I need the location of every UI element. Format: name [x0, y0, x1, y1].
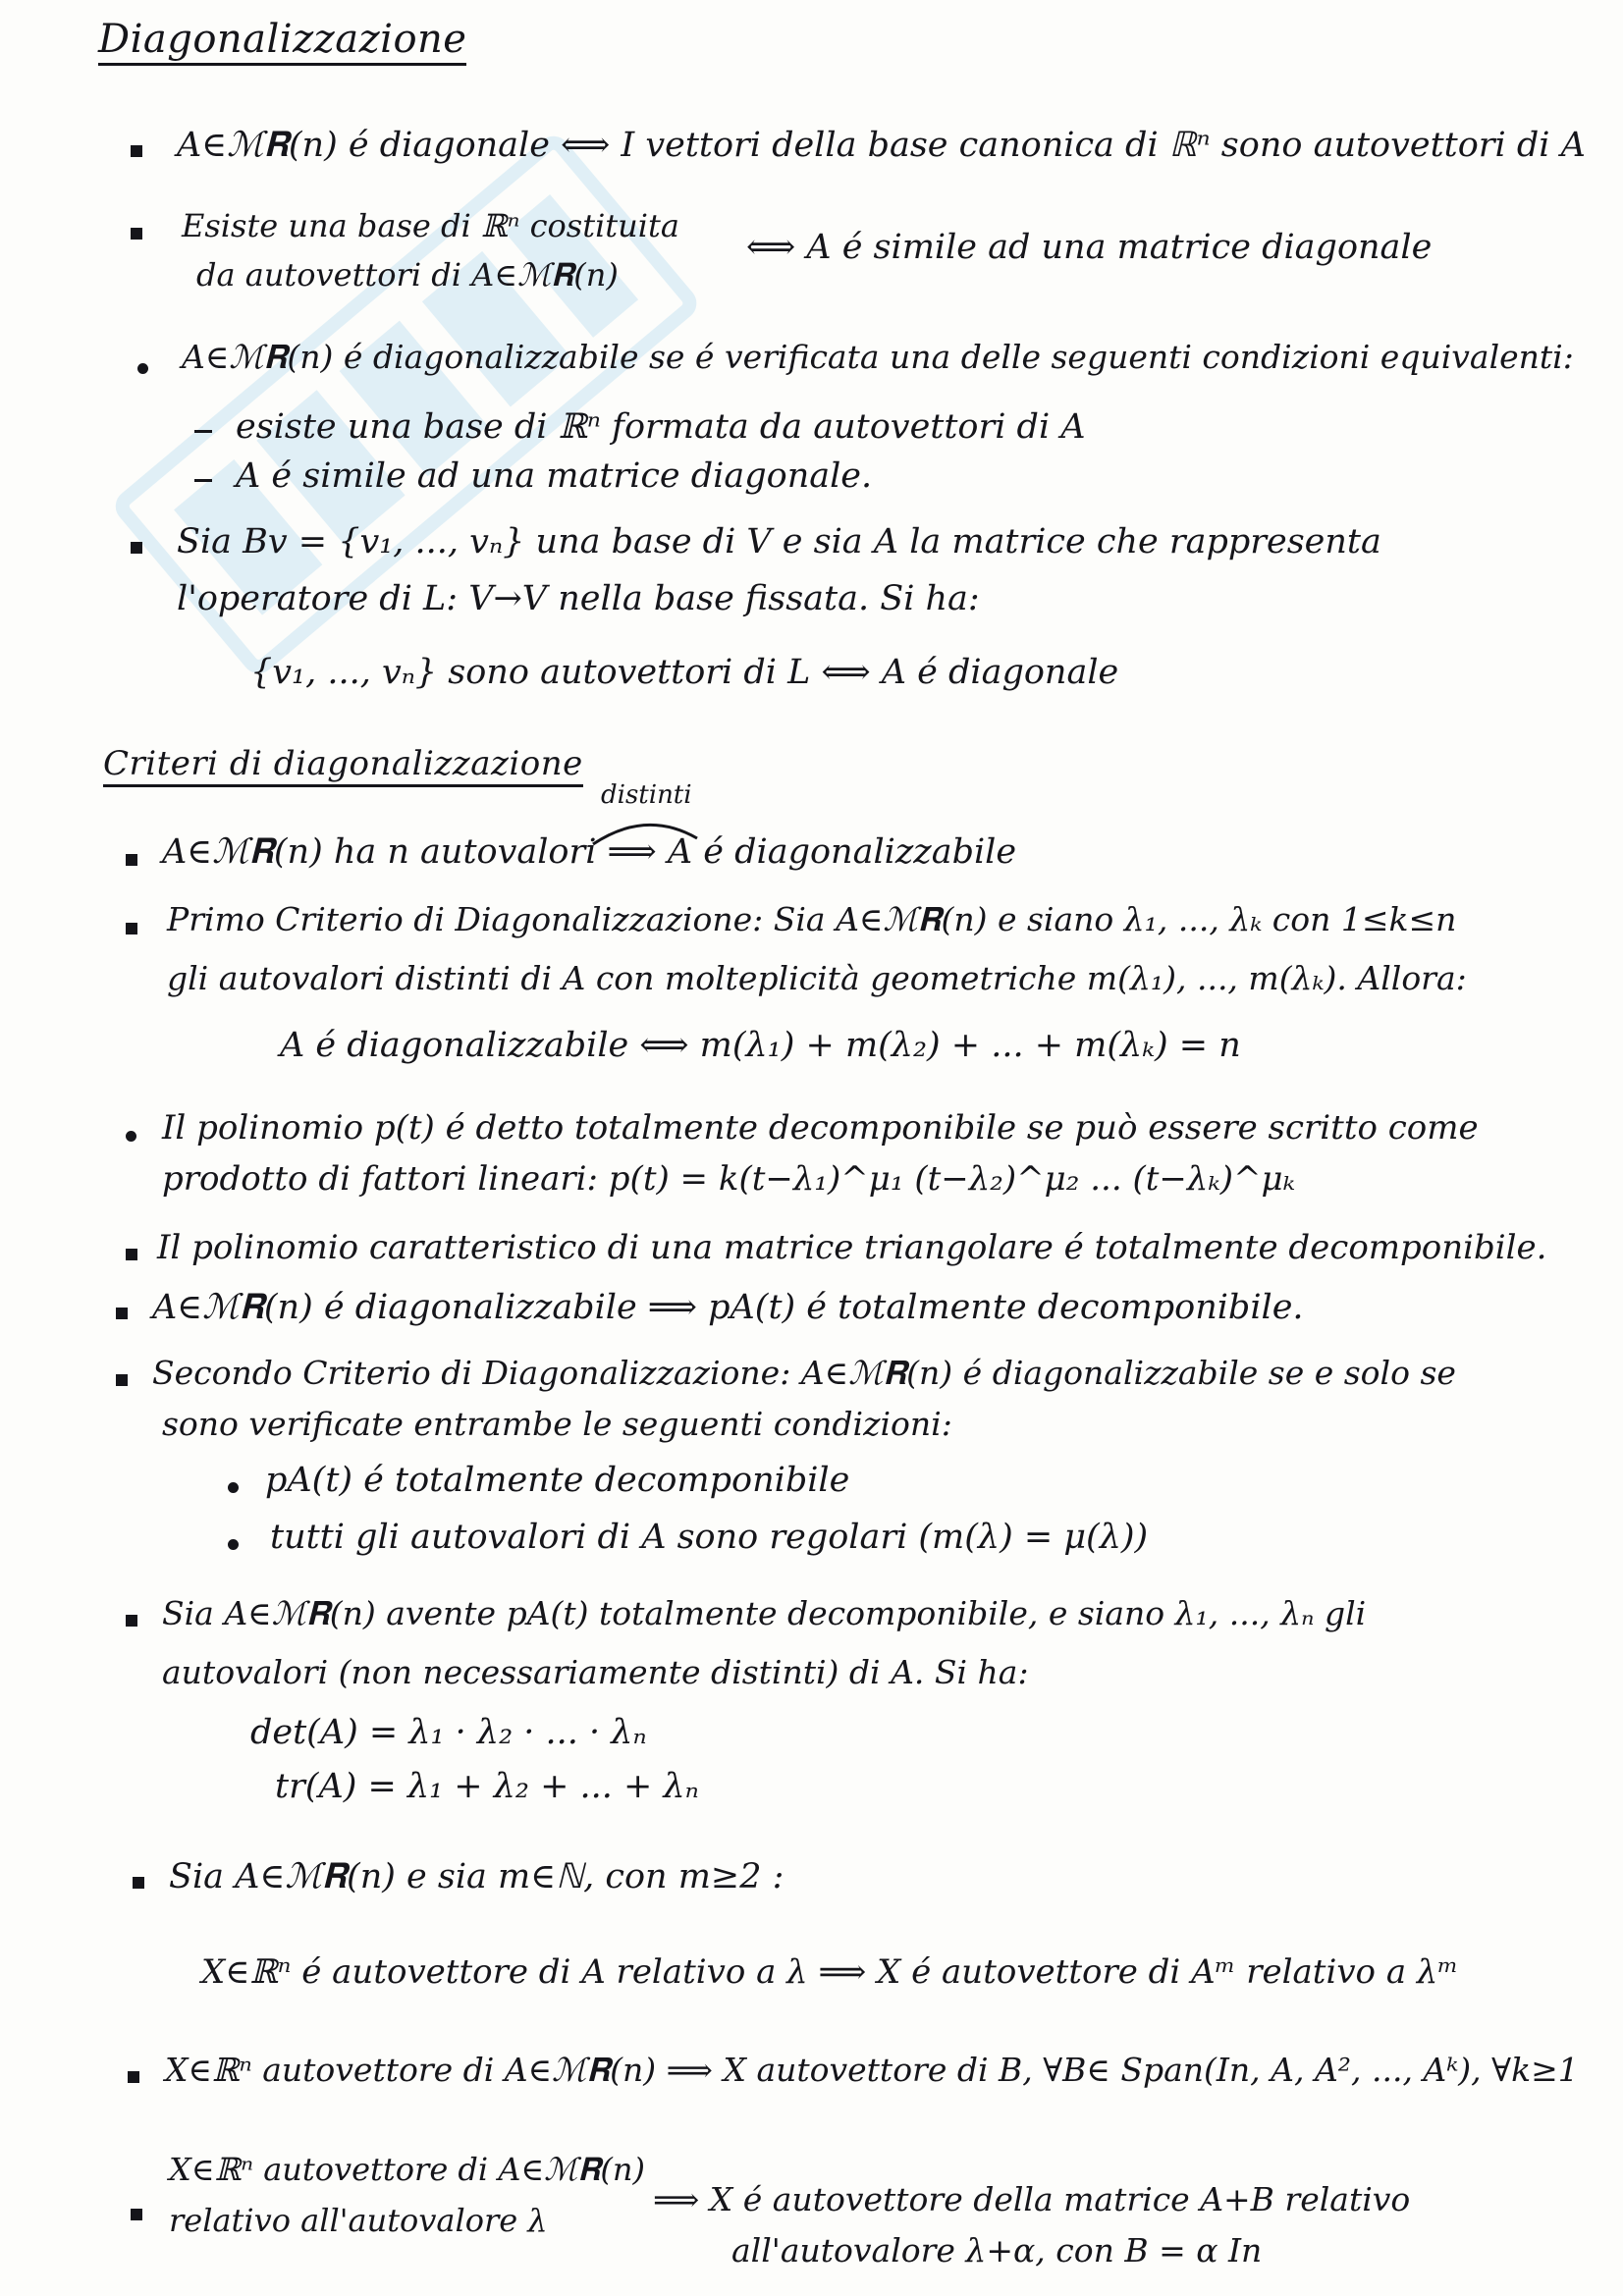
text-line: Esiste una base di ℝⁿ costituita	[182, 207, 679, 244]
text-line: relativo all'autovalore λ	[169, 2202, 548, 2239]
text-line: tr(A) = λ₁ + λ₂ + ... + λₙ	[275, 1767, 699, 1806]
bullet-marker	[137, 363, 148, 374]
text-line: l'operatore di L: V→V nella base fissata. Si ha:	[177, 579, 980, 618]
bullet-marker	[126, 1249, 137, 1260]
page-title: Diagonalizzazione	[98, 18, 466, 66]
text-line: Secondo Criterio di Diagonalizzazione: A∈ℳ𝐑(n) é diagonalizzabile se e solo se	[152, 1354, 1456, 1392]
margin-note: distinti	[601, 780, 692, 810]
bullet-marker	[131, 145, 142, 157]
text-line: A∈ℳ𝐑(n) ha n autovalori ⟹ A é diagonalizzabile	[162, 832, 1017, 872]
bullet-marker	[116, 1308, 128, 1319]
text-line: Sia Bv = {v₁, ..., vₙ} una base di V e sia A la matrice che rappresenta	[177, 522, 1381, 561]
text-line: X∈ℝⁿ autovettore di A∈ℳ𝐑(n) ⟹ X autovettore di B, ∀B∈ Span(In, A, A², ..., Aᵏ), ∀k≥1	[165, 2051, 1579, 2089]
bullet-marker	[131, 228, 142, 240]
bullet-marker	[126, 1615, 137, 1627]
text-line: Sia A∈ℳ𝐑(n) avente pA(t) totalmente decomponibile, e siano λ₁, ..., λₙ gli	[162, 1594, 1367, 1632]
text-line: Il polinomio caratteristico di una matrice triangolare é totalmente decomponibile.	[157, 1228, 1547, 1267]
text-line: A é diagonalizzabile ⟺ m(λ₁) + m(λ₂) + ... + m(λₖ) = n	[280, 1026, 1241, 1065]
bullet-marker	[126, 1131, 136, 1142]
text-line: ⟺ A é simile ad una matrice diagonale	[746, 228, 1433, 267]
text-line: sono verificate entrambe le seguenti condizioni:	[162, 1405, 952, 1443]
bullet-marker	[128, 2071, 139, 2083]
text-line: {v₁, ..., vₙ} sono autovettori di L ⟺ A é diagonale	[250, 653, 1119, 692]
text-line: X∈ℝⁿ é autovettore di A relativo a λ ⟹ X é autovettore di Aᵐ relativo a λᵐ	[201, 1952, 1459, 1992]
text-line: ⟹ X é autovettore della matrice A+B relativo	[653, 2180, 1411, 2218]
bullet-marker	[228, 1482, 239, 1493]
text-line: gli autovalori distinti di A con molteplicità geometriche m(λ₁), ..., m(λₖ). Allora:	[167, 959, 1467, 997]
bullet-marker	[131, 2209, 142, 2220]
text-line: da autovettori di A∈ℳ𝐑(n)	[196, 256, 619, 294]
text-line: all'autovalore λ+α, con B = α In	[731, 2231, 1263, 2269]
bullet-marker	[228, 1539, 239, 1550]
text-line: pA(t) é totalmente decomponibile	[265, 1461, 850, 1500]
dash-marker	[194, 479, 212, 482]
text-line: A∈ℳ𝐑(n) é diagonale ⟺ I vettori della base canonica di ℝⁿ sono autovettori di A	[177, 126, 1586, 165]
bullet-marker	[133, 1877, 144, 1889]
text-line: autovalori (non necessariamente distinti) di A. Si ha:	[162, 1653, 1029, 1691]
text-line: Primo Criterio di Diagonalizzazione: Sia A∈ℳ𝐑(n) e siano λ₁, ..., λₖ con 1≤k≤n	[167, 900, 1457, 938]
bullet-marker	[131, 542, 142, 554]
text-line: A é simile ad una matrice diagonale.	[236, 456, 873, 496]
dash-marker	[194, 430, 212, 433]
text-line: X∈ℝⁿ autovettore di A∈ℳ𝐑(n)	[169, 2151, 646, 2188]
bullet-marker	[126, 923, 137, 934]
bullet-marker	[116, 1374, 128, 1386]
text-line: det(A) = λ₁ · λ₂ · ... · λₙ	[250, 1713, 647, 1752]
text-line: tutti gli autovalori di A sono regolari (m(λ) = μ(λ))	[270, 1518, 1149, 1557]
text-line: Il polinomio p(t) é detto totalmente decomponibile se può essere scritto come	[162, 1108, 1479, 1148]
text-line: prodotto di fattori lineari: p(t) = k(t−λ₁)^μ₁ (t−λ₂)^μ₂ ... (t−λₖ)^μₖ	[162, 1159, 1296, 1199]
text-line: Sia A∈ℳ𝐑(n) e sia m∈ℕ, con m≥2 :	[169, 1857, 784, 1896]
text-line: esiste una base di ℝⁿ formata da autovettori di A	[236, 407, 1086, 447]
section-heading: Criteri di diagonalizzazione	[103, 746, 583, 787]
text-line: A∈ℳ𝐑(n) é diagonalizzabile se é verificata una delle seguenti condizioni equivalenti:	[182, 338, 1574, 376]
bullet-marker	[126, 854, 137, 866]
text-line: A∈ℳ𝐑(n) é diagonalizzabile ⟹ pA(t) é totalmente decomponibile.	[152, 1288, 1304, 1327]
